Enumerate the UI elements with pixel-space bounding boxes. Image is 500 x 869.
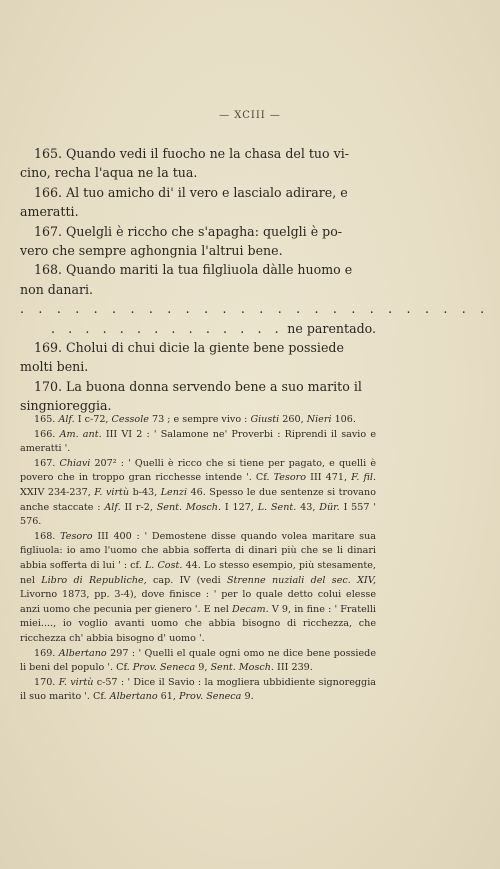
proverb-text: [20, 144, 490, 416]
proverb-166-line-1: 166. Al tuo amicho di' il vero e lascialo adirare, e: [34, 184, 348, 200]
proverb-166-line-2: ameratti.: [20, 204, 79, 220]
lacuna-dots-line: . . . . . . . . . . . . . . . . . . . . . . . . . .: [20, 301, 490, 317]
note-167: 167. Chiavi 207² : ' Quelli è ricco che si tiene per pagato, e quelli è povero che in troppo gran ricchesse intende '. Cf. Tesoro III 471, F. fil. XXIV 234-237, F. virtù b-43, Lenzi 46. Spesso le due sentenze si trovano anche staccate : Alf. II r-2, Sent. Mosch. I 127, L. Sent. 43, Dür. I 557 ' 576.: [20, 457, 376, 528]
proverb-169-line-1: 169. Cholui di chui dicie la giente bene possiede: [34, 340, 344, 356]
note-169: 169. Albertano 297 : ' Quelli el quale ogni omo ne dice bene possiede li beni del populo '. Cf. Prov. Seneca 9, Sent. Mosch. III 239.: [20, 647, 376, 674]
lacuna-end-line: [20, 319, 376, 338]
note-170: 170. F. virtù c-57 : ' Dice il Savio : la mogliera ubbidiente signoreggia il suo marito '. Cf. Albertano 61, Prov. Seneca 9.: [20, 676, 376, 703]
proverb-168-line-1: 168. Quando mariti la tua filgliuola dàlle huomo e: [34, 262, 353, 278]
proverb-165-line-1: 165. Quando vedi il fuocho ne la chasa del tuo vi-: [34, 146, 350, 161]
proverb-170-line-1: 170. La buona donna servendo bene a suo marito il: [34, 378, 362, 394]
footnotes: [20, 413, 376, 705]
proverb-168-line-2: non danari.: [20, 281, 94, 297]
note-165: 165. Alf. I c-72, Cessole 73 ; e sempre vivo : Giusti 260, Nieri 106.: [34, 414, 356, 425]
note-166: 166. Am. ant. III VI 2 : ' Salamone ne' Proverbi : Riprendi il savio e ameratti '.: [20, 428, 376, 455]
lacuna-dots: . . . . . . . . . . . . . .: [50, 320, 284, 336]
page-number: — XCIII —: [219, 110, 281, 121]
lacuna-text: ne parentado.: [287, 320, 376, 336]
proverb-165-line-2: cino, recha l'aqua ne la tua.: [20, 165, 198, 181]
proverb-167-line-1: 167. Quelgli è riccho che s'apagha: quelgli è po-: [34, 223, 343, 239]
proverb-170-line-2: singnioreggia.: [20, 398, 112, 414]
note-168: 168. Tesoro III 400 : ' Demostene disse quando volea maritare sua figliuola: io amo l'uomo che abbia sofferta di dinari più che se li dinari abbia sofferta di lui ' : cf. L. Cost. 44. Lo stesso esempio, più stesamente, nel Libro di Republiche, cap. IV (vedi Strenne nuziali del sec. XIV, Livorno 1873, pp. 3-4), dove finisce : ' per lo quale detto colui elesse anzi uomo che pecunia per gienero '. E nel Decam. V 9, in fine : ' Fratelli miei...., io voglio avanti uomo che abbia bisogno di ricchezza, che ricchezza ch' abbia bisogno d' uomo '.: [20, 530, 377, 644]
proverb-167-line-2: vero che sempre aghongnia l'altrui bene.: [20, 243, 283, 259]
proverb-169-line-2: molti beni.: [20, 359, 89, 375]
